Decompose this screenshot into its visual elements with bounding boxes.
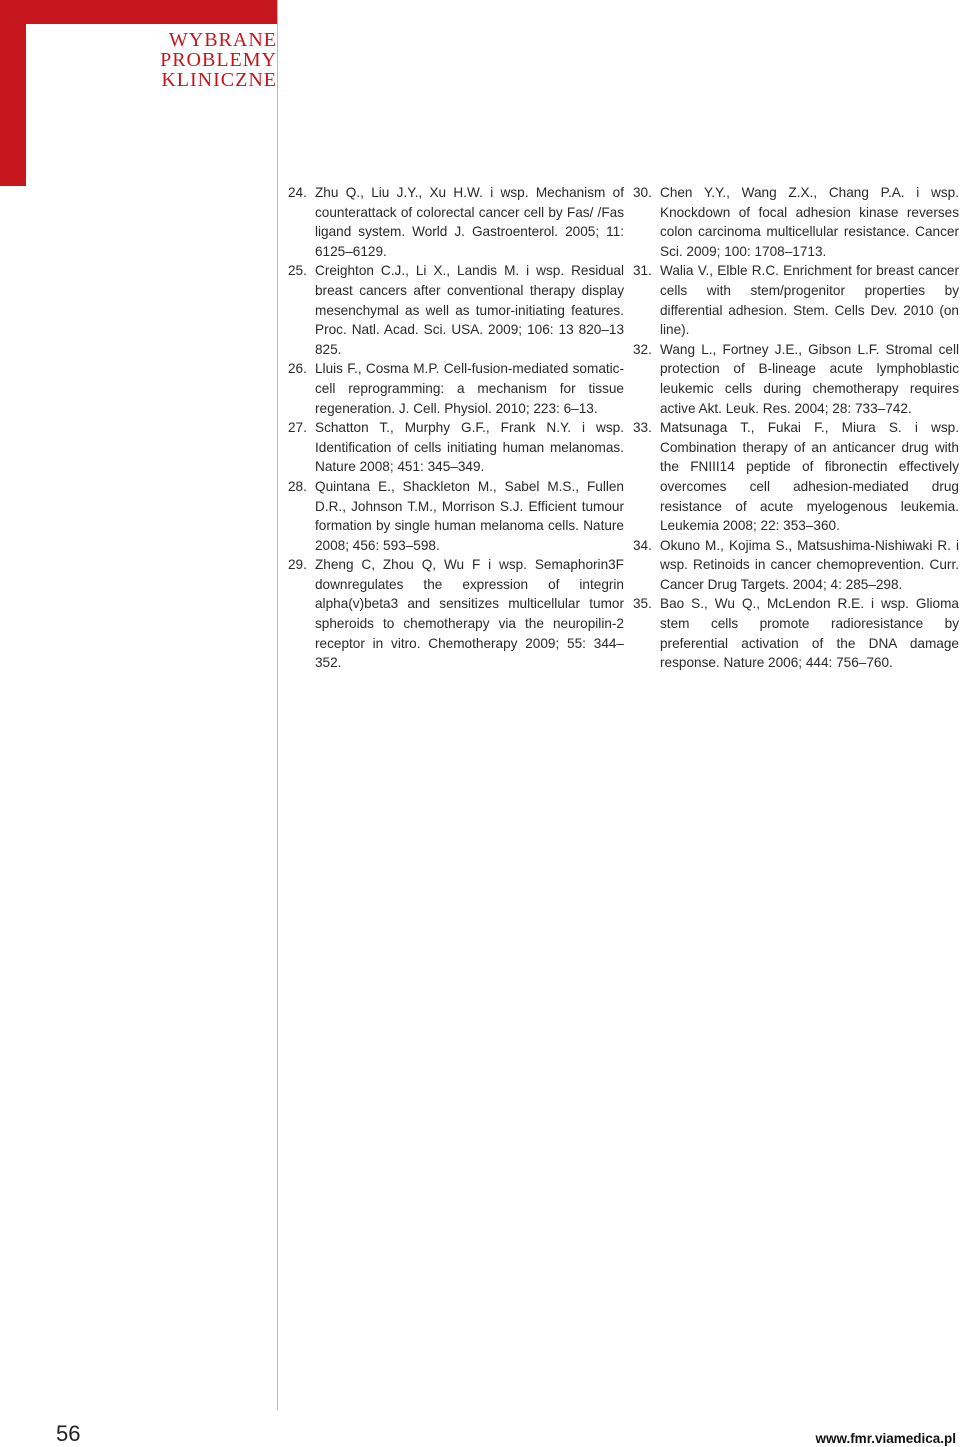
reference-item [633,183,959,261]
section-title-line: WYBRANE [168,29,277,51]
page-number: 56 [56,1421,81,1446]
section-title [77,30,277,90]
reference-item [288,261,624,359]
reference-item [633,340,959,418]
reference-number: 35. [633,596,652,612]
website-link[interactable]: www.fmr.viamedica.pl [815,1431,956,1446]
side-accent-bar [0,0,26,186]
reference-number: 27. [288,420,307,436]
reference-item [288,477,624,555]
section-title-line: PROBLEMY [160,49,277,71]
reference-text: Chen Y.Y., Wang Z.X., Chang P.A. i wsp. Knockdown of focal adhesion kinase reverses colon carcinoma multicellular resistance. Cancer Sci. 2009; 100: 1708–1713. [660,185,959,259]
reference-number: 34. [633,537,652,553]
reference-text: Bao S., Wu Q., McLendon R.E. i wsp. Glioma stem cells promote radioresistance by preferential activation of the DNA damage response. Nature 2006; 444: 756–760. [660,596,959,671]
reference-text: Zhu Q., Liu J.Y., Xu H.W. i wsp. Mechanism of counterattack of colorectal cancer cell by Fas/ /Fas ligand system. World J. Gastroenterol. 2005; 11: 6125–6129. [315,185,624,259]
reference-item [288,183,624,261]
reference-text: Quintana E., Shackleton M., Sabel M.S., Fullen D.R., Johnson T.M., Morrison S.J. Efficient tumour formation by single human melanoma cells. Nature 2008; 456: 593–598. [315,478,624,553]
reference-text: Wang L., Fortney J.E., Gibson L.F. Stromal cell protection of B-lineage acute lymphoblastic leukemic cells during chemotherapy requires active Akt. Leuk. Res. 2004; 28: 733–742. [660,341,959,416]
reference-text: Okuno M., Kojima S., Matsushima-Nishiwaki R. i wsp. Retinoids in cancer chemoprevention. Curr. Cancer Drug Targets. 2004; 4: 285–298. [660,537,959,592]
reference-item [633,536,959,595]
reference-text: Schatton T., Murphy G.F., Frank N.Y. i wsp. Identification of cells initiating human melanomas. Nature 2008; 451: 345–349. [315,420,624,475]
reference-item [288,555,624,673]
reference-number: 25. [288,263,307,279]
reference-number: 29. [288,557,307,573]
reference-number: 24. [288,185,307,200]
reference-item [633,261,959,339]
reference-number: 33. [633,420,652,436]
header-accent-bar [0,0,278,24]
references-left-column [288,183,624,673]
reference-item [633,594,959,672]
reference-text: Lluis F., Cosma M.P. Cell-fusion-mediated somatic-cell reprogramming: a mechanism for tissue regeneration. J. Cell. Physiol. 2010; 223: 6–13. [315,361,624,416]
reference-text: Walia V., Elble R.C. Enrichment for breast cancer cells with stem/progenitor properties by differential adhesion. Stem. Cells Dev. 2010 (on line). [660,263,959,338]
reference-number: 32. [633,341,652,357]
reference-number: 31. [633,263,652,279]
reference-item [633,418,959,536]
section-title-line: KLINICZNE [161,69,277,91]
references-right-column [633,183,959,673]
reference-number: 30. [633,185,652,200]
reference-number: 28. [288,478,307,494]
reference-text: Matsunaga T., Fukai F., Miura S. i wsp. Combination therapy of an anticancer drug with the FNIII14 peptide of fibronectin effectively overcomes cell adhesion-mediated drug resistance of acute myelogenous leukemia. Leukemia 2008; 22: 353–360. [660,420,959,534]
reference-item [288,359,624,418]
reference-text: Creighton C.J., Li X., Landis M. i wsp. Residual breast cancers after conventional therapy display mesenchymal as well as tumor-initiating features. Proc. Natl. Acad. Sci. USA. 2009; 106: 13 820–13 825. [315,263,624,357]
reference-item [288,418,624,477]
reference-text: Zheng C, Zhou Q, Wu F i wsp. Semaphorin3F downregulates the expression of integrin alpha(v)beta3 and sensitizes multicellular tumor spheroids to chemotherapy via the neuropilin-2 receptor in vitro. Chemotherapy 2009; 55: 344–352. [315,557,624,671]
column-divider [277,0,278,1410]
reference-number: 26. [288,361,307,377]
